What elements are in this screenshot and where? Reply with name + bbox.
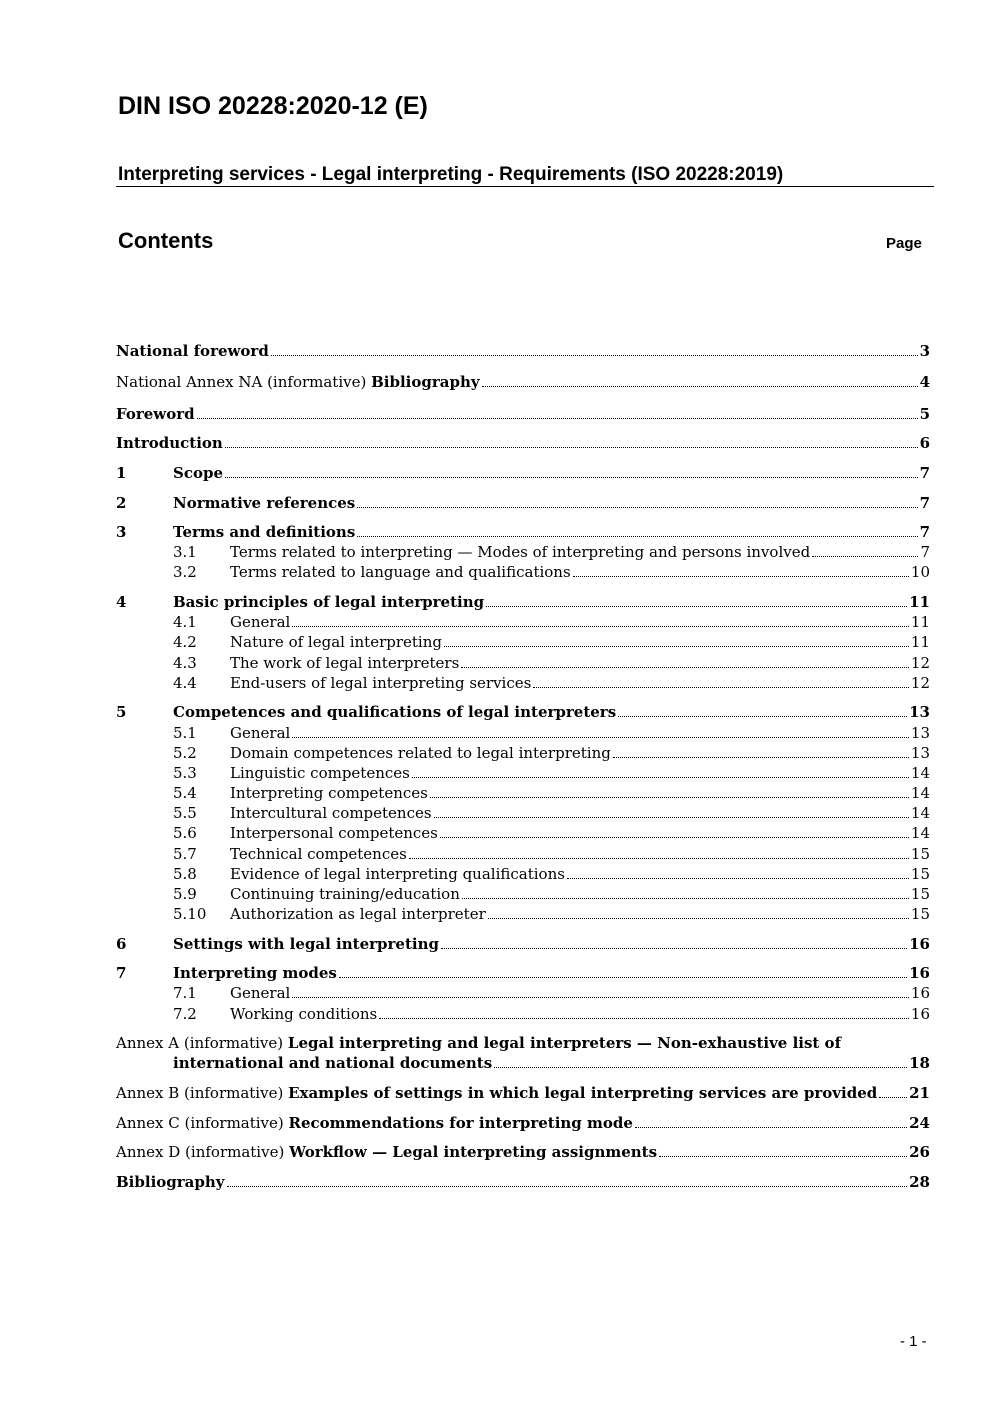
toc-entry-title	[230, 542, 810, 562]
toc-entry-page: 18	[909, 1054, 930, 1072]
toc-entry-number: 3.1	[173, 543, 197, 561]
toc-entry-page: 13	[910, 724, 930, 742]
toc-entry-number: 6	[116, 935, 127, 953]
toc-entry-prefix: Annex C (informative)	[116, 1114, 289, 1132]
toc-entry-number: 1	[116, 464, 127, 482]
toc-entry-label: Interpreting modes	[173, 964, 337, 982]
toc-entry-title	[230, 723, 290, 743]
toc-entry-prefix: Annex B (informative)	[116, 1084, 289, 1102]
toc-entry-page: 14	[910, 764, 930, 782]
toc-entry-page: 11	[910, 613, 930, 631]
toc-entry-title	[116, 433, 223, 453]
toc-entry[interactable]	[116, 341, 930, 361]
dot-leader	[659, 1156, 907, 1157]
toc-entry-page: 14	[910, 784, 930, 802]
toc-entry-title	[230, 653, 459, 673]
toc-entry-label: Interpersonal competences	[230, 824, 438, 842]
toc-entry-page: 21	[909, 1084, 930, 1102]
toc-entry[interactable]	[116, 372, 930, 392]
toc-entry-page: 15	[910, 845, 930, 863]
toc-entry-page: 13	[910, 744, 930, 762]
toc-entry-title	[173, 463, 223, 483]
toc-entry-label: Workflow — Legal interpreting assignments	[289, 1143, 658, 1161]
toc-entry-label: Scope	[173, 464, 224, 482]
toc-entry-title	[116, 372, 480, 392]
toc-entry-label-continued: international and national documents	[173, 1054, 493, 1072]
toc-entry-label: Terms related to interpreting — Modes of interpreting and persons involved	[230, 543, 811, 561]
toc-entry-prefix: Annex A (informative)	[116, 1034, 288, 1052]
toc-entry-page: 10	[910, 563, 930, 581]
dot-leader	[225, 477, 918, 478]
toc-entry-page: 5	[919, 405, 930, 423]
toc-entry-title	[230, 562, 571, 582]
toc-entry-number: 2	[116, 494, 127, 512]
dot-leader	[444, 646, 909, 647]
dot-leader	[486, 606, 907, 607]
toc-entry[interactable]	[116, 612, 930, 632]
dot-leader	[292, 626, 909, 627]
toc-entry-page: 14	[910, 804, 930, 822]
toc-entry-page: 12	[910, 674, 930, 692]
dot-leader	[482, 386, 918, 387]
toc-entry-title	[116, 1142, 657, 1162]
dot-leader	[613, 757, 909, 758]
toc-entry[interactable]	[116, 1083, 930, 1103]
toc-entry[interactable]	[116, 1142, 930, 1162]
dot-leader	[292, 997, 909, 998]
toc-entry[interactable]	[116, 463, 930, 483]
toc-entry-title	[116, 1083, 877, 1103]
toc-entry-title	[230, 612, 290, 632]
toc-entry-label: Domain competences related to legal interpreting	[230, 744, 611, 762]
toc-entry-title	[230, 983, 290, 1003]
toc-entry-number: 5.6	[173, 824, 197, 842]
toc-entry-label: Legal interpreting and legal interpreters — Non-exhaustive list of	[287, 1034, 842, 1052]
toc-entry-number: 4.3	[173, 654, 197, 672]
toc-entry-label: Competences and qualifications of legal interpreters	[173, 703, 617, 721]
toc-entry-title	[230, 743, 611, 763]
toc-entry[interactable]	[116, 823, 930, 843]
toc-entry-label: Authorization as legal interpreter	[230, 905, 486, 923]
page-column-heading: Page	[886, 235, 922, 252]
toc-entry-label: Interpreting competences	[230, 784, 428, 802]
toc-entry[interactable]	[116, 1033, 930, 1053]
toc-entry-number: 4.2	[173, 633, 197, 651]
toc-entry-page: 7	[919, 494, 930, 512]
toc-entry-title	[230, 673, 531, 693]
toc-entry-label: General	[230, 984, 291, 1002]
toc-entry[interactable]	[116, 1113, 930, 1133]
toc-entry-label: Bibliography	[116, 1173, 225, 1191]
dot-leader	[440, 837, 909, 838]
toc-entry-page: 14	[910, 824, 930, 842]
dot-leader	[430, 797, 909, 798]
dot-leader	[225, 447, 918, 448]
toc-entry-number: 4.4	[173, 674, 197, 692]
document-id: DIN ISO 20228:2020-12 (E)	[118, 92, 428, 120]
toc-entry-number: 5.2	[173, 744, 197, 762]
dot-leader	[292, 737, 909, 738]
toc-entry-label: Basic principles of legal interpreting	[173, 593, 485, 611]
toc-entry-title	[230, 763, 410, 783]
toc-entry-title	[116, 341, 269, 361]
toc-entry[interactable]	[116, 904, 930, 924]
toc-entry-page: 4	[919, 373, 930, 391]
toc-entry-title	[116, 1172, 225, 1192]
toc-entry-prefix: Annex D (informative)	[116, 1143, 290, 1161]
toc-entry-number: 5.5	[173, 804, 197, 822]
toc-entry[interactable]	[116, 783, 930, 803]
toc-entry-label: Intercultural competences	[230, 804, 432, 822]
dot-leader	[197, 418, 918, 419]
toc-entry-page: 24	[909, 1114, 930, 1132]
dot-leader	[573, 576, 909, 577]
toc-entry-label: Examples of settings in which legal interpreting services are provided	[288, 1084, 878, 1102]
toc-entry[interactable]	[116, 702, 930, 722]
toc-entry-title	[230, 864, 565, 884]
toc-entry-label: Technical competences	[230, 845, 407, 863]
toc-entry[interactable]	[116, 864, 930, 884]
toc-entry[interactable]	[116, 493, 930, 513]
toc-entry-label: Continuing training/education	[230, 885, 460, 903]
dot-leader	[635, 1127, 907, 1128]
toc-entry-label: Nature of legal interpreting	[230, 633, 442, 651]
toc-entry-title	[230, 1004, 377, 1024]
dot-leader	[533, 687, 909, 688]
toc-entry-title	[230, 844, 407, 864]
toc-entry-number: 5.10	[173, 905, 207, 923]
toc-entry-page: 12	[910, 654, 930, 672]
toc-entry[interactable]	[116, 1172, 930, 1192]
toc-entry-page: 15	[910, 885, 930, 903]
toc-entry[interactable]	[116, 632, 930, 652]
toc-entry[interactable]	[116, 723, 930, 743]
toc-entry-label: Terms related to language and qualifications	[230, 563, 571, 581]
toc-entry-title	[173, 963, 337, 983]
toc-entry-page: 7	[919, 523, 930, 541]
toc-entry-number: 4	[116, 593, 127, 611]
dot-leader	[379, 1018, 909, 1019]
toc-entry-title	[230, 632, 442, 652]
toc-entry-number: 4.1	[173, 613, 197, 631]
toc-entry[interactable]	[116, 522, 930, 542]
toc-entry-page: 15	[910, 905, 930, 923]
toc-entry-label: Working conditions	[230, 1005, 378, 1023]
toc-entry-number: 3	[116, 523, 127, 541]
toc-entry-number: 7.1	[173, 984, 197, 1002]
toc-entry-title	[173, 493, 355, 513]
toc-entry-label: Recommendations for interpreting mode	[288, 1114, 633, 1132]
toc-entry-page: 28	[909, 1173, 930, 1191]
toc-entry-page: 6	[919, 434, 930, 452]
dot-leader	[357, 536, 917, 537]
toc-entry-page: 13	[909, 703, 930, 721]
toc-entry[interactable]	[116, 763, 930, 783]
toc-entry[interactable]	[116, 542, 930, 562]
toc-entry[interactable]	[116, 803, 930, 823]
toc-entry-label: National foreword	[116, 342, 269, 360]
toc-entry-continuation[interactable]	[116, 1053, 930, 1073]
toc-entry[interactable]	[116, 433, 930, 453]
toc-entry-number: 5	[116, 703, 127, 721]
toc-entry[interactable]	[116, 673, 930, 693]
toc-entry[interactable]	[116, 743, 930, 763]
toc-entry-prefix: National Annex NA (informative)	[116, 373, 372, 391]
toc-entry-title	[230, 823, 438, 843]
toc-entry-label: General	[230, 724, 291, 742]
toc-entry-page: 16	[909, 964, 930, 982]
contents-heading: Contents	[118, 228, 214, 253]
dot-leader	[488, 918, 909, 919]
toc-entry-page: 3	[919, 342, 930, 360]
toc-entry-page: 15	[910, 865, 930, 883]
toc-entry-label: General	[230, 613, 291, 631]
toc-entry-label: The work of legal interpreters	[230, 654, 460, 672]
toc-entry-label: Settings with legal interpreting	[173, 935, 439, 953]
dot-leader	[271, 355, 918, 356]
dot-leader	[227, 1186, 908, 1187]
dot-leader	[434, 817, 909, 818]
dot-leader	[618, 716, 907, 717]
toc-entry-page: 11	[910, 633, 930, 651]
dot-leader	[812, 556, 918, 557]
toc-entry-number: 5.3	[173, 764, 197, 782]
dot-leader	[441, 948, 907, 949]
toc-entry-title	[116, 1113, 633, 1133]
toc-entry-label: Linguistic competences	[230, 764, 410, 782]
toc-entry-page: 11	[909, 593, 930, 611]
page-number: - 1 -	[900, 1333, 927, 1350]
dot-leader	[462, 898, 909, 899]
toc-entry-title	[230, 904, 486, 924]
dot-leader	[412, 777, 909, 778]
toc-entry[interactable]	[116, 934, 930, 954]
dot-leader	[567, 878, 909, 879]
toc-entry-number: 7	[116, 964, 127, 982]
toc-entry[interactable]	[116, 404, 930, 424]
toc-entry-number: 5.8	[173, 865, 197, 883]
dot-leader	[879, 1097, 907, 1098]
toc-entry-title	[116, 1033, 841, 1053]
toc-entry-page: 26	[909, 1143, 930, 1161]
toc-entry-label: Normative references	[173, 494, 356, 512]
toc-entry[interactable]	[116, 963, 930, 983]
toc-entry[interactable]	[116, 562, 930, 582]
dot-leader	[357, 507, 917, 508]
toc-entry-label: Foreword	[116, 405, 195, 423]
toc-entry-number: 7.2	[173, 1005, 197, 1023]
toc-entry-title	[116, 404, 195, 424]
title-rule	[116, 186, 934, 187]
toc-entry-title	[173, 592, 484, 612]
toc-entry-page: 7	[920, 543, 930, 561]
toc-entry-number: 3.2	[173, 563, 197, 581]
toc-entry-page: 7	[919, 464, 930, 482]
toc-entry[interactable]	[116, 653, 930, 673]
toc-entry-title	[230, 803, 432, 823]
toc-entry-title	[173, 702, 616, 722]
toc-entry[interactable]	[116, 884, 930, 904]
dot-leader	[339, 977, 907, 978]
toc-entry[interactable]	[116, 844, 930, 864]
toc-entry-title	[230, 884, 460, 904]
toc-entry-label: End-users of legal interpreting services	[230, 674, 532, 692]
toc-entry-number: 5.9	[173, 885, 197, 903]
toc-entry-label: Bibliography	[371, 373, 480, 391]
dot-leader	[409, 858, 909, 859]
toc-entry-label: Evidence of legal interpreting qualifications	[230, 865, 565, 883]
toc-entry[interactable]	[116, 983, 930, 1003]
dot-leader	[461, 667, 909, 668]
toc-entry-label: Introduction	[116, 434, 223, 452]
toc-entry-label: Terms and definitions	[173, 523, 356, 541]
toc-entry[interactable]	[116, 1004, 930, 1024]
document-subtitle: Interpreting services - Legal interpreting - Requirements (ISO 20228:2019)	[118, 164, 784, 185]
toc-entry-number: 5.4	[173, 784, 197, 802]
toc-entry-number: 5.7	[173, 845, 197, 863]
toc-entry-title	[173, 522, 355, 542]
dot-leader	[494, 1067, 907, 1068]
toc-entry-title	[230, 783, 428, 803]
toc-entry[interactable]	[116, 592, 930, 612]
toc-entry-number: 5.1	[173, 724, 197, 742]
toc-entry-page: 16	[909, 935, 930, 953]
toc-entry-title	[173, 934, 439, 954]
toc-entry-page: 16	[910, 1005, 930, 1023]
toc-entry-page: 16	[910, 984, 930, 1002]
